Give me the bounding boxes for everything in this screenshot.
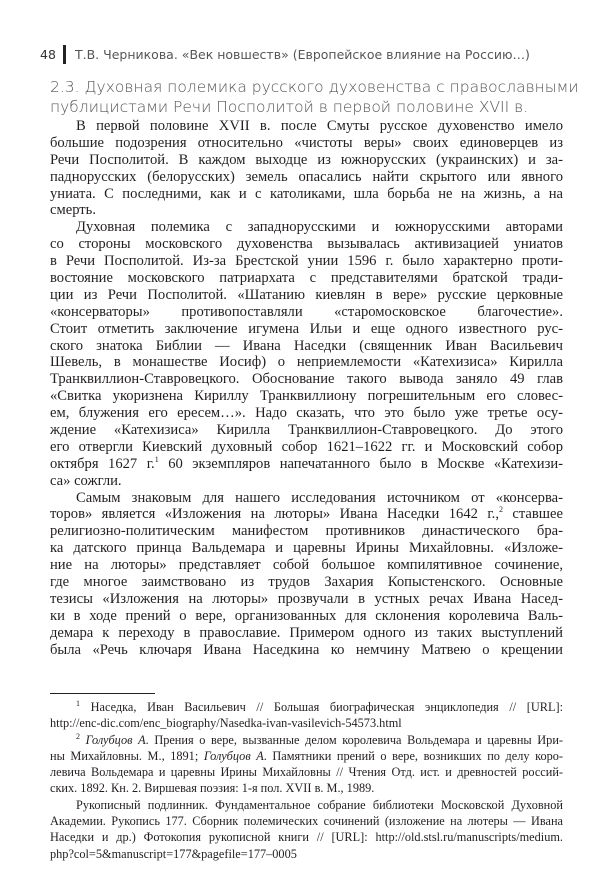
text-run: ского знатока Библии — Ивана Наседки (священник Иван Васильевич — [50, 337, 563, 354]
text-run: смерть. — [50, 202, 96, 219]
footnote-line — [50, 829, 563, 845]
text-run: «консерваторы» противопоставляли «старомосковское благочестие». — [50, 303, 563, 320]
text-run: ки в ходе прений о вере, организованных для склонения королевича Валь- — [50, 607, 563, 624]
text-run: ние на люторы» представляет собой большое компилятивное сочинение, — [50, 557, 563, 574]
text-run: ны Михайловны. М., 1891; — [50, 748, 204, 763]
body-line — [50, 304, 563, 321]
text-run: со стороны московского духовенства вызывалась активизацией униатов — [50, 236, 563, 253]
text-run: ем, блужения его ересем…». Надо сказать, что это было уже третье осу- — [50, 405, 563, 422]
text-run: Транквиллион-Ставровецкого. Обоснование такого вывода заняло 49 глав — [50, 371, 563, 388]
body-line — [50, 169, 563, 186]
text-run: http://enc-dic.com/enc_biography/Nasedka-ivan-vasilevich-54573.html — [50, 716, 402, 731]
text-run: php?col=5&manuscript=177&pagefile=177–0005 — [50, 846, 297, 861]
text-run: левича Вольдемара и царевны Ирины Михайловны // Чтения Отд. ист. и древностей россий- — [50, 765, 563, 780]
body-line — [50, 287, 563, 304]
body-line — [50, 152, 563, 169]
body-line — [50, 625, 563, 642]
body-line — [50, 388, 563, 405]
text-run: Речи Посполитой. В каждом выходце из южнорусских (украинских) и за- — [50, 151, 563, 168]
text-run: паднорусских (белорусских) земель опасались найти скрытого или явного — [50, 168, 563, 185]
body-line — [50, 422, 563, 439]
author-name: Голубцов А — [203, 748, 264, 763]
text-run: большие подозрения относительно «чистоты веры» своих единоверцев из — [50, 134, 563, 151]
body-line — [50, 473, 563, 490]
body-line — [50, 608, 563, 625]
text-run: ка датского принца Вальдемара и царевны Ирины Михайловны. «Изложе- — [50, 540, 563, 557]
footnote-marker: 1 — [76, 698, 80, 708]
text-run: октября 1627 г. — [50, 455, 155, 472]
body-line — [50, 186, 563, 203]
author-name: Голубцов А — [85, 732, 146, 747]
body-line — [50, 135, 563, 152]
text-run: Рукописный подлинник. Фундаментальное собрание библиотеки Московской Духовной — [76, 797, 563, 812]
footnote-line — [50, 715, 563, 731]
text-run: Шевель, в монашестве Иосиф) о неприемлемости «Катехизиса» Кирилла — [50, 354, 563, 371]
footnote-marker: 2 — [76, 731, 80, 741]
body-line — [50, 270, 563, 287]
section-heading — [50, 77, 580, 117]
text-run: са» сожгли. — [50, 472, 122, 489]
text-run: В первой половине XVII в. после Смуты русское духовенство имело — [76, 118, 563, 134]
text-run: где многое заимствовано из трудов Захария Копыстенского. Основные — [50, 574, 563, 591]
text-run: ских. 1892. Кн. 2. Виршевая поэзия: 1-я пол. XVII в. М., 1989. — [50, 781, 375, 796]
body-line — [50, 456, 563, 473]
section-heading-line: 2.3. Духовная полемика русского духовенства с православными — [50, 78, 579, 96]
text-run: 60 экземпляров напечатанного было в Москве «Катехизи- — [158, 455, 563, 472]
text-run: торов» является «Изложения на люторы» Ивана Наседки 1642 г., — [50, 506, 499, 523]
text-run: тезисы «Изложения на люторы» прозвучали в устных речах Ивана Насед- — [50, 590, 563, 607]
footnote-marker: 2 — [498, 505, 503, 515]
body-line — [50, 321, 563, 338]
body-line — [50, 118, 563, 135]
footnote-line — [50, 813, 563, 829]
text-run: ставшее — [502, 506, 563, 523]
footnote-marker: 1 — [154, 454, 159, 464]
body-line — [50, 202, 563, 219]
text-run: Самым знаковым для нашего исследования источником от «консерва- — [76, 489, 563, 506]
footnote-line — [50, 732, 563, 748]
body-text — [50, 118, 563, 659]
footnote-line — [50, 764, 563, 780]
body-line — [50, 219, 563, 236]
footnotes — [50, 699, 563, 862]
body-line — [50, 253, 563, 270]
running-title: Т.В. Черникова. «Век новшеств» (Европейское влияние на Россию…) — [75, 47, 530, 62]
footnote-line — [50, 699, 563, 715]
text-run: Наседка, Иван Васильевич // Большая биографическая энциклопедия // [URL]: — [80, 700, 563, 714]
text-run: униата. С последними, как и с католиками, шла борьба не на жизнь, а на — [50, 185, 563, 202]
body-line — [50, 523, 563, 540]
body-line — [50, 557, 563, 574]
text-run: востояние московского патриархата с представителями братской тради- — [50, 270, 563, 287]
text-run: Наседки и др.) Фотокопия рукописной книги // [URL]: http://old.stsl.ru/manuscripts/medium. — [50, 830, 563, 845]
text-run: . Прения о вере, вызванные делом королевича Вольдемара и царевны Ири- — [145, 732, 563, 747]
body-line — [50, 506, 563, 523]
text-run: ждение «Катехизиса» Кирилла Транквиллион-Ставровецкого. До этого — [50, 422, 563, 439]
text-run: демара к переходу в православие. Примером одного из таких выступлений — [50, 624, 563, 641]
page-number: 48 — [40, 47, 56, 62]
footnote-rule — [50, 693, 155, 694]
section-heading-line: публицистами Речи Посполитой в первой половине XVII в. — [50, 98, 529, 116]
footnote-line — [50, 846, 563, 862]
footnote-line — [50, 780, 563, 796]
body-line — [50, 490, 563, 507]
text-run: Академии. Рукопись 177. Сборник полемических сочинений (изложение на лютеры — Ивана — [50, 814, 563, 829]
text-run: Духовная полемика с западнорусскими и южнорусскими авторами — [76, 219, 563, 236]
body-line — [50, 591, 563, 608]
text-run: «Свитка укоризнена Кириллу Транквиллиону погрешительным его словес- — [50, 388, 563, 405]
text-run: Стоит отметить заключение игумена Ильи и еще одного известного рус- — [50, 320, 563, 337]
text-run: его отвергли Киевский духовный собор 1621–1622 гг. и Московский собор — [50, 438, 563, 455]
body-line — [50, 574, 563, 591]
body-line — [50, 338, 563, 355]
footnote-line — [50, 797, 563, 813]
text-run: религиозно-политическим манифестом противников династического бра- — [50, 523, 563, 540]
body-line — [50, 405, 563, 422]
footnote-line — [50, 748, 563, 764]
body-line — [50, 354, 563, 371]
text-run: была «Речь ключаря Ивана Наседкина ко немчину Матвею о крещении — [50, 641, 563, 658]
text-run: в Речи Посполитой. Из-за Брестской унии 1596 г. было характерно проти- — [50, 253, 563, 270]
body-line — [50, 642, 563, 659]
body-line — [50, 236, 563, 253]
header-divider — [63, 45, 66, 64]
text-run: . Памятники прений о вере, возникших по делу коро- — [263, 748, 564, 763]
body-line — [50, 540, 563, 557]
body-line — [50, 371, 563, 388]
text-run: ции из Речи Посполитой. «Шатанию киевлян в вере» русские церковные — [50, 286, 563, 303]
body-line — [50, 439, 563, 456]
